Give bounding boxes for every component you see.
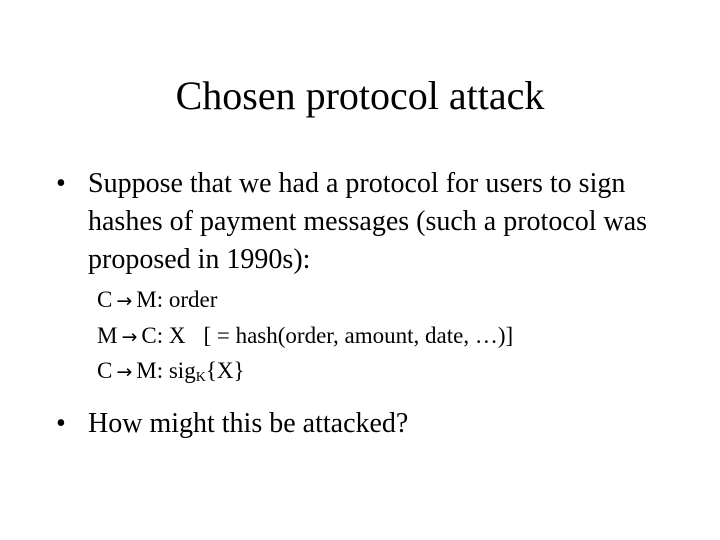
arrow-icon: →	[116, 290, 133, 312]
step-sender: C	[97, 287, 113, 312]
protocol-step	[97, 319, 697, 355]
step-sender: M	[97, 322, 118, 348]
bullet-item	[56, 165, 656, 279]
step-message: : order	[156, 287, 218, 312]
bullet-marker: •	[56, 168, 66, 199]
bullet-text: Suppose that we had a protocol for users to sign hashes of payment messages (such a protocol was proposed in 1990s):	[88, 168, 648, 275]
bullet-text: How might this be attacked?	[88, 408, 409, 439]
arrow-icon: →	[116, 361, 133, 383]
step-message: : sig	[156, 358, 196, 383]
step-message: : X	[156, 322, 186, 348]
protocol-steps	[97, 283, 697, 396]
bullet-item	[56, 405, 656, 443]
step-sender: C	[97, 358, 113, 383]
protocol-step	[97, 283, 697, 319]
step-message-tail: {X}	[205, 358, 245, 383]
arrow-icon: →	[121, 325, 138, 348]
step-receiver: M	[136, 358, 157, 383]
step-subscript: K	[195, 370, 206, 385]
step-receiver: C	[141, 322, 157, 348]
bullet-marker: •	[56, 408, 66, 439]
step-note: [ = hash(order, amount, date, …)]	[203, 322, 514, 348]
step-receiver: M	[136, 287, 157, 312]
protocol-step	[97, 354, 697, 396]
slide-title: Chosen protocol attack	[175, 73, 545, 118]
